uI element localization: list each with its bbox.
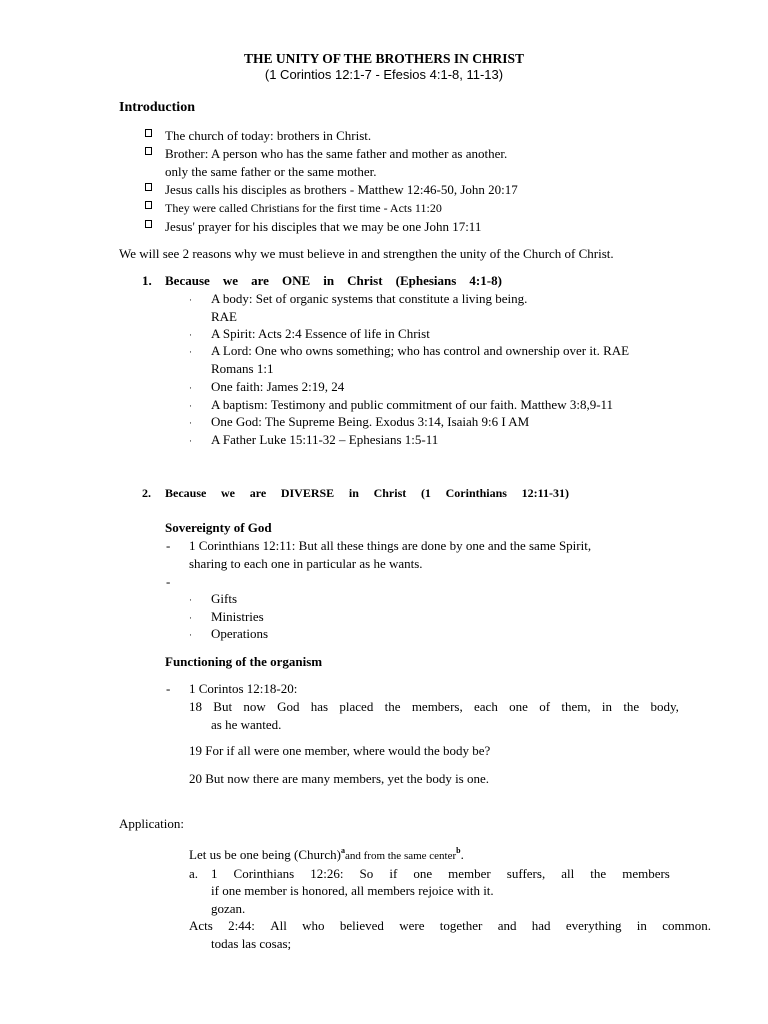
- verse-word: each: [474, 699, 498, 714]
- functioning-ref: 1 Corintos 12:18-20:: [189, 681, 298, 696]
- acts-word: common.: [662, 918, 711, 933]
- section-1-item: One faith: James 2:19, 24: [211, 379, 345, 394]
- verse-word: them,: [561, 699, 591, 714]
- bullet-dot-icon: ·: [189, 613, 192, 623]
- heading-word: 4:1-8): [469, 273, 502, 288]
- dash-bullet: -: [166, 538, 171, 553]
- checkbox-bullet-icon: [145, 220, 152, 228]
- verse-18: [189, 700, 679, 713]
- verse-word: members,: [411, 699, 463, 714]
- item-word: suffers,: [506, 866, 546, 881]
- item-word: if: [389, 866, 398, 881]
- heading-word: are: [251, 273, 269, 288]
- intro-bullet-1: The church of today: brothers in Christ.: [165, 128, 372, 143]
- item-word: all: [561, 866, 575, 881]
- item-word: So: [359, 866, 374, 881]
- item-word: members: [622, 866, 670, 881]
- item-word: 12:26:: [310, 866, 344, 881]
- verse-word: now: [243, 699, 266, 714]
- sovereignty-line-2: sharing to each one in particular as he wants.: [189, 556, 423, 571]
- footnote-marker: a: [340, 845, 345, 855]
- verse-19: 19 For if all were one member, where would the body be?: [189, 743, 491, 758]
- item-word: one: [413, 866, 433, 881]
- heading-word: Corinthians: [445, 486, 507, 500]
- checkbox-bullet-icon: [145, 147, 152, 155]
- intro-bullet-5: Jesus' prayer for his disciples that we may be one John 17:11: [165, 219, 482, 234]
- item-word: Corinthians: [233, 866, 295, 881]
- heading-word: (1: [420, 486, 431, 500]
- heading-word: ONE: [282, 273, 311, 288]
- verse-word: of: [539, 699, 551, 714]
- acts-word: had: [531, 918, 551, 933]
- item-a-label: a.: [189, 866, 199, 881]
- section-1-heading: [165, 274, 502, 287]
- bullet-dot-icon: ·: [189, 295, 192, 305]
- verse-word: 18: [189, 699, 202, 714]
- acts-word: together: [439, 918, 483, 933]
- item-word: the: [590, 866, 607, 881]
- document-subtitle: (1 Corintios 12:1-7 - Efesios 4:1-8, 11-13): [264, 67, 504, 82]
- introduction-heading: Introduction: [119, 100, 195, 115]
- bullet-dot-icon: ·: [189, 436, 192, 446]
- verse-18-cont: as he wanted.: [211, 717, 282, 732]
- heading-word: in: [323, 273, 335, 288]
- heading-word: we: [221, 486, 236, 500]
- section-1-item: A body: Set of organic systems that constitute a living being.: [211, 291, 528, 306]
- acts-cont: todas las cosas;: [211, 936, 292, 951]
- bullet-dot-icon: ·: [189, 401, 192, 411]
- section-1-item: A Lord: One who owns something; who has control and ownership over it. RAE: [211, 343, 630, 358]
- application-text: Let us be one being (Church): [189, 847, 341, 862]
- acts-word: everything: [565, 918, 622, 933]
- section-1-item: A Father Luke 15:11-32 – Ephesians 1:5-11: [211, 432, 439, 447]
- verse-word: placed: [339, 699, 374, 714]
- heading-word: in: [348, 486, 359, 500]
- dash-bullet: -: [166, 681, 171, 696]
- bullet-dot-icon: ·: [189, 630, 192, 640]
- dash-bullet: -: [166, 574, 171, 589]
- bullet-dot-icon: ·: [189, 347, 192, 357]
- section-1-item-cont: Romans 1:1: [211, 361, 274, 376]
- item-a-line: [211, 867, 670, 880]
- acts-word: 2:44:: [228, 918, 255, 933]
- section-1-item: A Spirit: Acts 2:4 Essence of life in Christ: [211, 326, 430, 341]
- verse-20: 20 But now there are many members, yet the body is one.: [189, 771, 490, 786]
- heading-word: (Ephesians: [395, 273, 457, 288]
- item-word: member: [448, 866, 491, 881]
- application-heading: Application:: [119, 816, 184, 831]
- functioning-heading: Functioning of the organism: [165, 654, 323, 669]
- heading-word: DIVERSE: [280, 486, 335, 500]
- acts-word: who: [302, 918, 325, 933]
- acts-word: All: [270, 918, 287, 933]
- verse-word: one: [509, 699, 528, 714]
- acts-word: in: [636, 918, 647, 933]
- intro-bullet-3: Jesus calls his disciples as brothers - Matthew 12:46-50, John 20:17: [165, 182, 518, 197]
- heading-word: Because: [165, 273, 210, 288]
- item-a-cont: if one member is honored, all members rejoice with it.: [211, 883, 494, 898]
- section-2-heading: [165, 487, 569, 499]
- section-2-number: 2.: [142, 486, 151, 500]
- footnote-marker: b: [456, 845, 461, 855]
- acts-line: [189, 919, 711, 932]
- heading-word: 12:11-31): [521, 486, 569, 500]
- verse-word: the: [384, 699, 401, 714]
- sovereignty-list-item: Gifts: [211, 591, 237, 606]
- checkbox-bullet-icon: [145, 183, 152, 191]
- verse-word: has: [310, 699, 329, 714]
- verse-word: body,: [650, 699, 679, 714]
- application-line-1: [189, 845, 464, 862]
- intro-bullet-4: They were called Christians for the first time - Acts 11:20: [165, 201, 442, 215]
- heading-word: are: [249, 486, 267, 500]
- bullet-dot-icon: ·: [189, 330, 192, 340]
- section-1-number: 1.: [142, 273, 152, 288]
- heading-word: Because: [165, 486, 207, 500]
- section-1-item: One God: The Supreme Being. Exodus 3:14, Isaiah 9:6 I AM: [211, 414, 530, 429]
- verse-word: But: [213, 699, 233, 714]
- sovereignty-heading: Sovereignty of God: [165, 520, 272, 535]
- section-1-item: A baptism: Testimony and public commitment of our faith. Matthew 3:8,9-11: [211, 397, 614, 412]
- acts-word: and: [497, 918, 517, 933]
- sovereignty-list-item: Ministries: [211, 609, 264, 624]
- checkbox-bullet-icon: [145, 129, 152, 137]
- application-text: .: [460, 847, 464, 862]
- bullet-dot-icon: ·: [189, 383, 192, 393]
- intro-summary: We will see 2 reasons why we must believe in and strengthen the unity of the Church of Christ.: [119, 246, 614, 261]
- item-word: 1: [211, 866, 218, 881]
- application-text: and from the same center: [344, 850, 457, 862]
- bullet-dot-icon: ·: [189, 595, 192, 605]
- section-1-item-cont: RAE: [211, 309, 237, 324]
- intro-bullet-2-cont: only the same father or the same mother.: [165, 164, 377, 179]
- heading-word: Christ: [347, 273, 383, 288]
- sovereignty-line-1: 1 Corinthians 12:11: But all these things are done by one and the same Spirit,: [189, 538, 592, 553]
- acts-word: were: [399, 918, 425, 933]
- heading-word: Christ: [373, 486, 407, 500]
- acts-word: believed: [339, 918, 384, 933]
- verse-word: in: [601, 699, 613, 714]
- bullet-dot-icon: ·: [189, 418, 192, 428]
- verse-word: God: [277, 699, 300, 714]
- heading-word: we: [222, 273, 239, 288]
- checkbox-bullet-icon: [145, 201, 152, 209]
- verse-word: the: [623, 699, 640, 714]
- item-a-extra: gozan.: [211, 901, 246, 916]
- intro-bullet-2: Brother: A person who has the same father and mother as another.: [165, 146, 508, 161]
- document-title: THE UNITY OF THE BROTHERS IN CHRIST: [243, 51, 525, 66]
- acts-word: Acts: [189, 918, 213, 933]
- sovereignty-list-item: Operations: [211, 626, 269, 641]
